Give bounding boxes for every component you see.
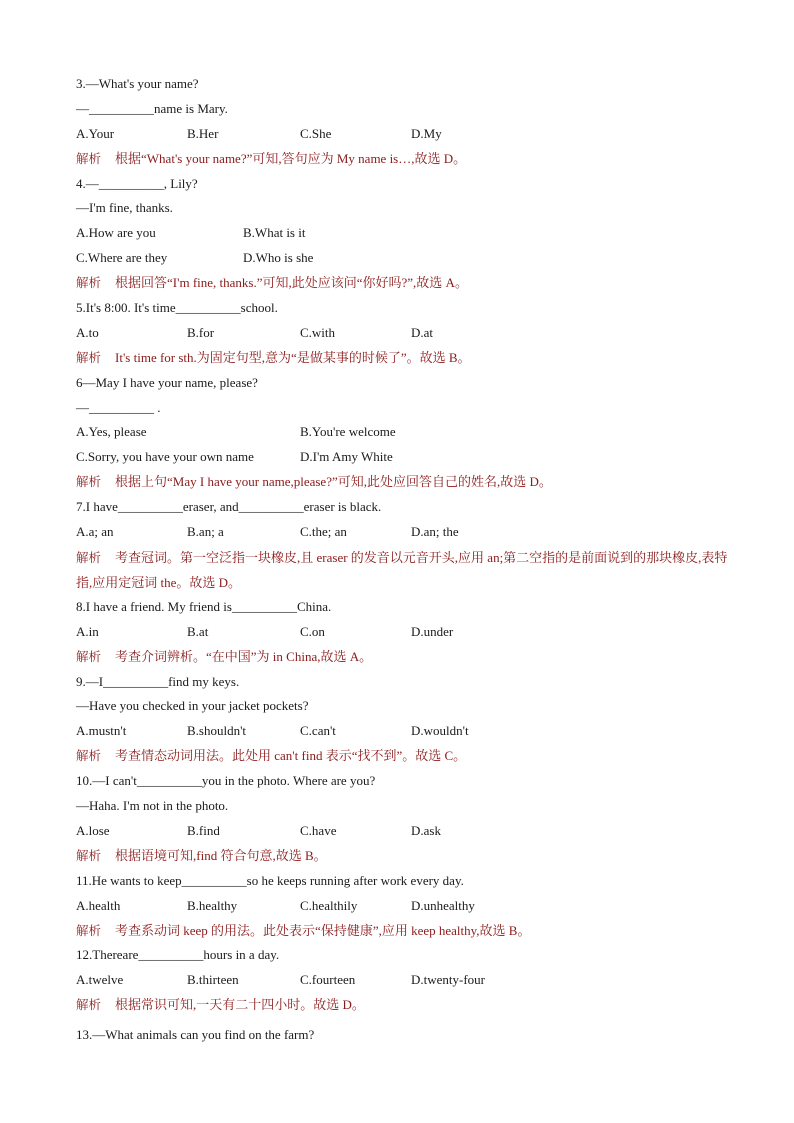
- option-a: A.health: [76, 897, 121, 913]
- explanation: [76, 844, 736, 869]
- option-a: A.Your: [76, 125, 115, 141]
- option-d: D.I'm Amy White: [300, 449, 393, 465]
- option-d: D.Who is she: [243, 250, 314, 266]
- option-d: D.twenty-four: [411, 972, 486, 988]
- explanation: [76, 271, 736, 296]
- option-c: C.fourteen: [300, 972, 356, 988]
- explanation: [76, 147, 736, 172]
- option-c: C.can't: [300, 723, 336, 739]
- explanation-text: 根据“What's your name?”可知,答句应为 My name is…,故选 D。: [115, 150, 467, 166]
- option-b: B.shouldn't: [187, 723, 247, 739]
- option-c: C.have: [300, 822, 337, 838]
- explanation-tag: 解析: [76, 997, 102, 1013]
- option-b: B.at: [187, 623, 209, 639]
- question-stem: 5.It's 8:00. It's time__________school.: [76, 300, 278, 316]
- explanation-text: 考查系动词 keep 的用法。此处表示“保持健康”,应用 keep healthy,故选 B。: [115, 922, 531, 938]
- option-b: B.healthy: [187, 897, 238, 913]
- explanation: [76, 645, 736, 670]
- options-row: [76, 122, 736, 147]
- question-13-stem: 13.—What animals can you find on the farm?: [76, 1027, 315, 1042]
- options-row: [76, 819, 736, 844]
- explanation-tag: 解析: [76, 349, 102, 365]
- option-d: D.unhealthy: [411, 897, 475, 913]
- options-row: [76, 968, 736, 993]
- options-row: [76, 719, 736, 744]
- explanation-text: 根据常识可知,一天有二十四小时。故选 D。: [115, 997, 365, 1013]
- options-row: [76, 520, 736, 545]
- explanation-tag: 解析: [76, 275, 102, 291]
- option-a: A.twelve: [76, 972, 124, 988]
- explanation-text: 根据回答“I'm fine, thanks.”可知,此处应该问“你好吗?”,故选 A。: [115, 275, 468, 291]
- explanation-text: 根据语境可知,find 符合句意,故选 B。: [115, 847, 327, 863]
- explanation: [76, 744, 736, 769]
- options-row: [76, 620, 736, 645]
- option-d: D.ask: [411, 822, 441, 838]
- option-d: D.My: [411, 125, 442, 141]
- option-b: B.What is it: [243, 225, 306, 241]
- option-a: A.Yes, please: [76, 424, 147, 440]
- question-stem: —Haha. I'm not in the photo.: [76, 798, 229, 814]
- explanation-text: 考查情态动词用法。此处用 can't find 表示“找不到”。故选 C。: [115, 748, 467, 764]
- options-row: [76, 445, 736, 470]
- explanation: [76, 346, 736, 371]
- question-stem: 12.Thereare__________hours in a day.: [76, 947, 280, 963]
- options-row: [76, 321, 736, 346]
- option-b: B.an; a: [187, 524, 224, 540]
- options-row: [76, 894, 736, 919]
- question-stem: —__________ .: [76, 399, 161, 415]
- explanation: [76, 919, 736, 944]
- option-b: B.for: [187, 324, 215, 340]
- options-row: [76, 221, 736, 246]
- exam-page: [76, 72, 736, 1018]
- option-c: C.She: [300, 125, 332, 141]
- explanation-tag: 解析: [76, 847, 102, 863]
- explanation-tag: 解析: [76, 922, 102, 938]
- explanation-text: It's time for sth.为固定句型,意为“是做某事的时候了”。故选 B。: [115, 349, 471, 365]
- explanation-text: 考查冠词。第一空泛指一块橡皮,且 eraser 的发音以元音开头,应用 an;第二空指的是前面说到的那块橡皮,表特指,应用定冠词 the。故选 D。: [76, 549, 728, 590]
- option-d: D.wouldn't: [411, 723, 469, 739]
- explanation-text: 考查介词辨析。“在中国”为 in China,故选 A。: [115, 648, 373, 664]
- option-b: B.Her: [187, 125, 219, 141]
- question-stem: 7.I have__________eraser, and__________eraser is black.: [76, 499, 382, 515]
- options-row: [76, 246, 736, 271]
- question-stem: —Have you checked in your jacket pockets?: [76, 698, 309, 714]
- option-a: A.a; an: [76, 524, 114, 540]
- explanation-tag: 解析: [76, 150, 102, 166]
- option-c: C.healthily: [300, 897, 358, 913]
- option-c: C.the; an: [300, 524, 347, 540]
- question-stem: 6—May I have your name, please?: [76, 374, 258, 390]
- option-a: A.lose: [76, 822, 110, 838]
- option-b: B.find: [187, 822, 220, 838]
- option-d: D.under: [411, 623, 454, 639]
- option-c: C.with: [300, 324, 336, 340]
- explanation: [76, 470, 736, 495]
- option-a: A.How are you: [76, 225, 156, 241]
- question-stem: 4.—__________, Lily?: [76, 175, 198, 191]
- question-stem: 8.I have a friend. My friend is__________China.: [76, 598, 332, 614]
- explanation-tag: 解析: [76, 549, 102, 565]
- explanation-tag: 解析: [76, 474, 102, 490]
- question-stem: 3.—What's your name?: [76, 76, 199, 91]
- option-d: D.an; the: [411, 524, 459, 540]
- option-d: D.at: [411, 324, 434, 340]
- option-a: A.mustn't: [76, 723, 127, 739]
- explanation-tag: 解析: [76, 748, 102, 764]
- option-c: C.Where are they: [76, 250, 168, 266]
- option-b: B.You're welcome: [300, 424, 396, 440]
- question-stem: —__________name is Mary.: [76, 100, 228, 116]
- question-stem: 9.—I__________find my keys.: [76, 673, 240, 689]
- question-stem: —I'm fine, thanks.: [76, 200, 173, 216]
- question-stem: 10.—I can't__________you in the photo. Where are you?: [76, 773, 376, 789]
- explanation: [76, 545, 736, 595]
- option-a: A.to: [76, 324, 99, 340]
- option-c: C.on: [300, 623, 325, 639]
- option-b: B.thirteen: [187, 972, 239, 988]
- explanation: [76, 993, 736, 1018]
- question-stem: 11.He wants to keep__________so he keeps running after work every day.: [76, 872, 464, 888]
- explanation-tag: 解析: [76, 648, 102, 664]
- explanation-text: 根据上句“May I have your name,please?”可知,此处应回答自己的姓名,故选 D。: [115, 474, 552, 490]
- option-a: A.in: [76, 623, 99, 639]
- option-c: C.Sorry, you have your own name: [76, 449, 254, 465]
- options-row: [76, 420, 736, 445]
